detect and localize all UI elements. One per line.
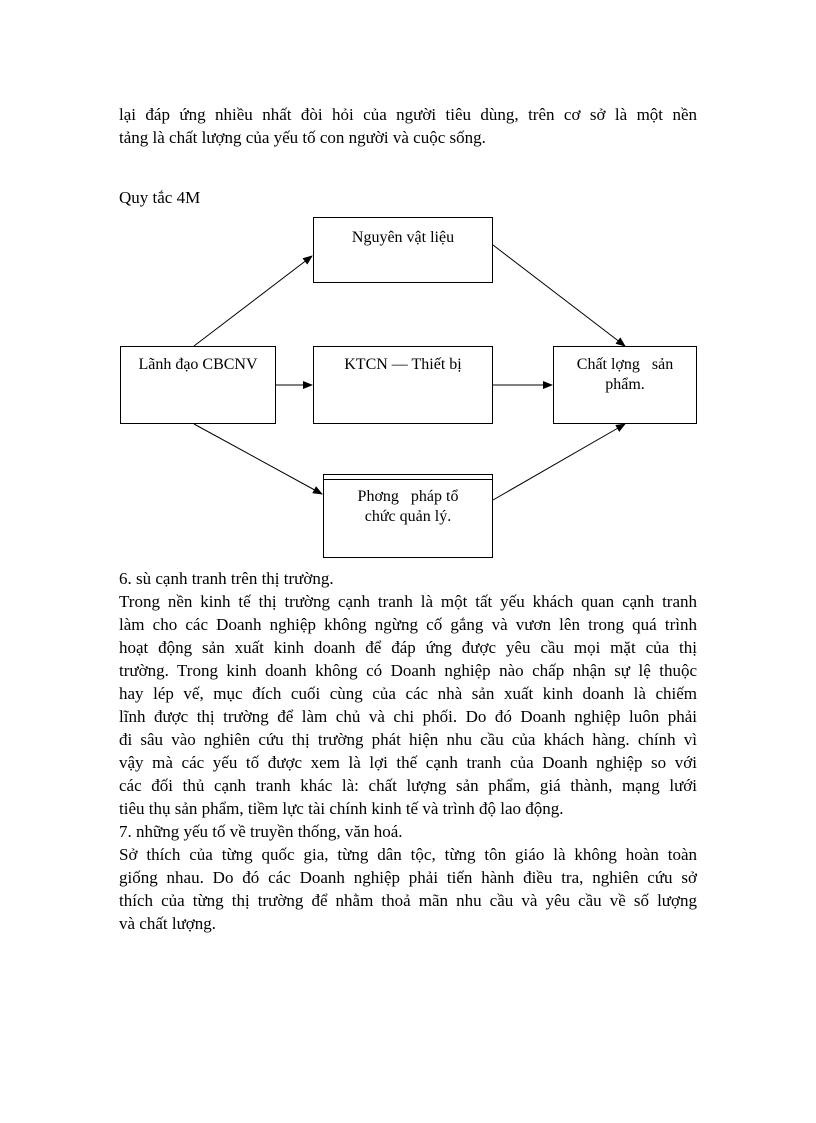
text-line: Trong nền kinh tế thị trường cạnh tranh là một tất yếu khách quan cạnh tranh	[119, 592, 697, 611]
text-line: và chất lượng.	[119, 914, 217, 933]
diagram-title: Quy tắc 4M	[119, 188, 201, 207]
box-label-line1: Chất lợng sản	[576, 356, 674, 373]
text-line: các đối thủ cạnh tranh khác là: chất lượng sản phẩm, giá thành, mạng lưới	[119, 776, 697, 795]
arrow-materials-to-quality	[493, 245, 625, 346]
text-line: hay lép vế, mục đích cuối cùng của các nhà sản xuất kinh doanh là chiếm	[119, 684, 697, 703]
box-management-method	[323, 474, 493, 558]
box-label-line2: chức quản lý.	[364, 508, 452, 525]
text-line: Sở thích của từng quốc gia, từng dân tộc, từng tôn giáo là không hoàn toàn	[119, 845, 697, 864]
box-label: KTCN — Thiết bị	[344, 356, 462, 373]
box-product-quality	[553, 346, 697, 424]
body-text	[119, 567, 697, 935]
box-leadership	[120, 346, 276, 424]
arrow-leadership-to-method	[194, 424, 322, 494]
text-line: lĩnh được thị trường để làm chủ và chi phối. Do đó Doanh nghiệp luôn phải	[119, 707, 697, 726]
text-line: lại đáp ứng nhiều nhất đòi hỏi của người tiêu dùng, trên cơ sở là một nền	[119, 105, 697, 124]
section-6-heading: 6. sù cạnh tranh trên thị trường.	[119, 569, 334, 588]
text-line: đi sâu vào nghiên cứu thị trường phát hiện nhu cầu của khách hàng. chính vì	[119, 730, 697, 749]
text-line: tảng là chất lượng của yếu tố con người và cuộc sống.	[119, 128, 486, 147]
box-label: Lãnh đạo CBCNV	[138, 356, 258, 373]
box-label-line1: Phơng pháp tổ	[357, 488, 459, 505]
text-line: thích của từng thị trường để nhằm thoả mãn nhu cầu và yêu cầu về số lượng	[119, 891, 697, 910]
section-7-heading: 7. những yếu tố về truyền thống, văn hoá.	[119, 822, 403, 841]
text-line: tiêu thụ sản phẩm, tiềm lực tài chính kinh tế và trình độ lao động.	[119, 799, 564, 818]
text-line: làm cho các Doanh nghiệp không ngừng cố gắng và vươn lên trong quá trình	[119, 615, 697, 634]
text-line: vậy mà các yếu tố được xem là lợi thế cạnh tranh của Doanh nghiệp so với	[119, 753, 697, 772]
box-label: Nguyên vật liệu	[351, 229, 455, 246]
text-line: trường. Trong kinh doanh không có Doanh nghiệp nào chấp nhận sự lệ thuộc	[119, 661, 697, 680]
arrow-leadership-to-materials	[194, 256, 312, 346]
box-label-line2: phẩm.	[605, 376, 645, 393]
text-line: giống nhau. Do đó các Doanh nghiệp phải tiến hành điều tra, nghiên cứu sở	[119, 868, 697, 887]
arrow-method-to-quality	[493, 424, 625, 500]
box-materials	[313, 217, 493, 283]
box-tech-equipment	[313, 346, 493, 424]
text-line: hoạt động sản xuất kinh doanh để đáp ứng được yêu cầu mọi mặt của thị	[119, 638, 697, 657]
